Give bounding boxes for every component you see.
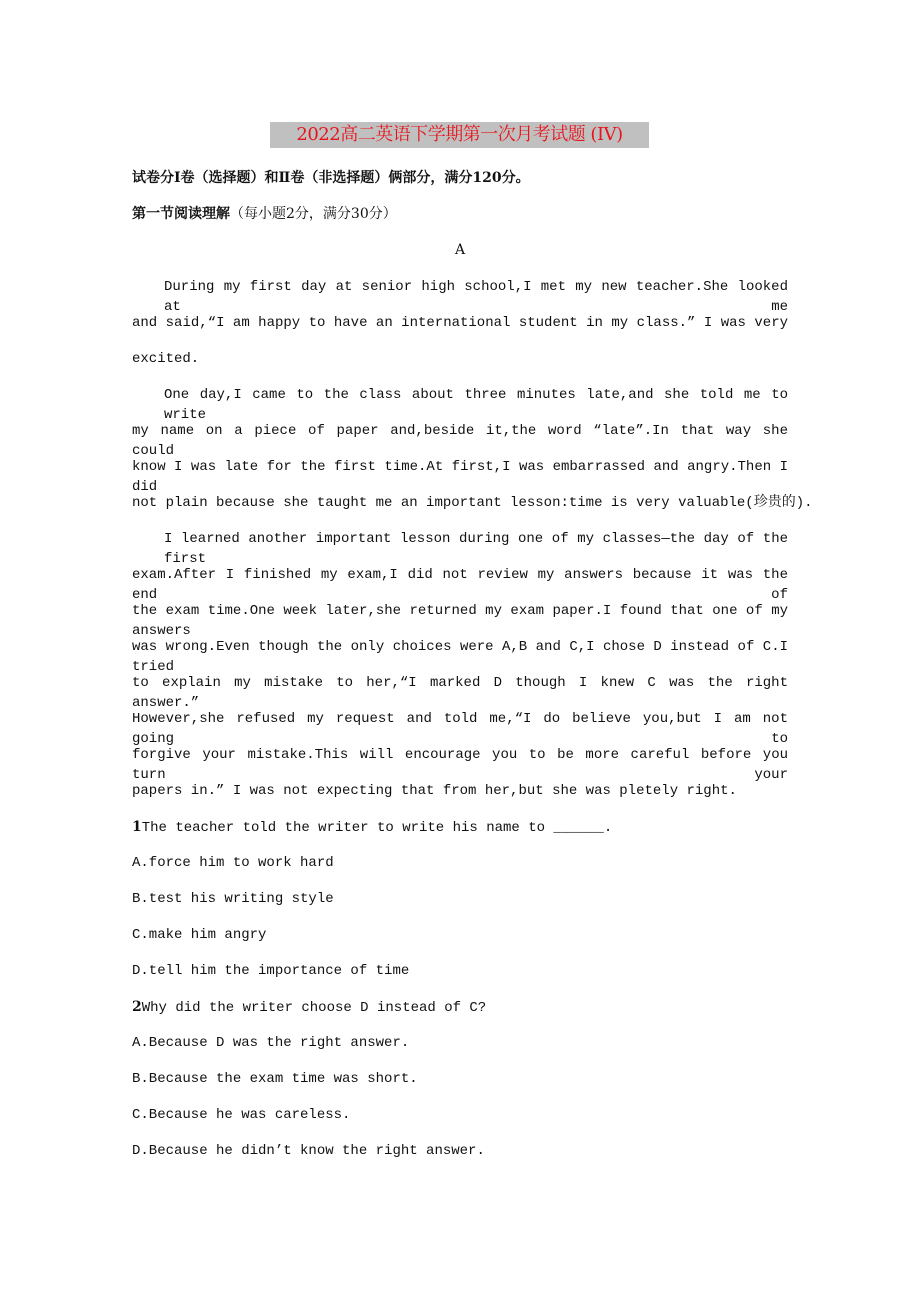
passage-line: forgive your mistake.This will encourage you to be more careful before you turn your: [132, 747, 788, 783]
passage-line: the exam time.One week later,she returned my exam paper.I found that one of my answers: [132, 603, 788, 639]
passage-label: A: [454, 242, 466, 258]
answer-option: B.Because the exam time was short.: [132, 1071, 418, 1087]
passage-line: During my first day at senior high school,I met my new teacher.She looked at me: [164, 279, 788, 315]
passage-line: One day,I came to the class about three minutes late,and she told me to write: [164, 387, 788, 423]
answer-option: A.force him to work hard: [132, 855, 334, 871]
passage-line: exam.After I finished my exam,I did not review my answers because it was the end of: [132, 567, 788, 603]
answer-option: A.Because D was the right answer.: [132, 1035, 410, 1051]
question-stem: [132, 817, 788, 838]
passage-line: my name on a piece of paper and,beside it,the word “late”.In that way she could: [132, 423, 788, 459]
section-title: 第一节阅读理解: [132, 206, 230, 222]
passage-line: and said,“I am happy to have an international student in my class.” I was very: [132, 315, 788, 331]
section-note: （每小题2分，满分30分）: [230, 206, 397, 222]
passage-line: not plain because she taught me an important lesson:time is very valuable(珍贵的).: [132, 495, 813, 511]
question-number: 2: [132, 999, 142, 1015]
question-number: 1: [132, 819, 142, 835]
passage-line: papers in.” I was not expecting that from her,but she was pletely right.: [132, 783, 737, 799]
answer-option: C.make him angry: [132, 927, 267, 943]
passage-line: know I was late for the first time.At first,I was embarrassed and angry.Then I did: [132, 459, 788, 495]
passage-line: However,she refused my request and told me,“I do believe you,but I am not going to: [132, 711, 788, 747]
passage-line: was wrong.Even though the only choices were A,B and C,I chose D instead of C.I tried: [132, 639, 788, 675]
section-heading: [132, 204, 788, 225]
passage-line: to explain my mistake to her,“I marked D though I knew C was the right answer.”: [132, 675, 788, 711]
passage-line: I learned another important lesson during one of my classes—the day of the first: [164, 531, 788, 567]
document-title: 2022高二英语下学期第一次月考试题 (IV): [270, 122, 649, 148]
answer-option: D.Because he didn’t know the right answer.: [132, 1143, 485, 1159]
question-text: Why did the writer choose D instead of C?: [141, 1000, 487, 1016]
exam-intro: 试卷分Ⅰ卷（选择题）和Ⅱ卷（非选择题）俩部分，满分120分。: [132, 170, 530, 186]
answer-option: D.tell him the importance of time: [132, 963, 410, 979]
question-stem: [132, 997, 788, 1018]
answer-option: C.Because he was careless.: [132, 1107, 351, 1123]
question-text: The teacher told the writer to write his name to ______.: [141, 820, 613, 836]
passage-line: excited.: [132, 351, 200, 367]
answer-option: B.test his writing style: [132, 891, 334, 907]
